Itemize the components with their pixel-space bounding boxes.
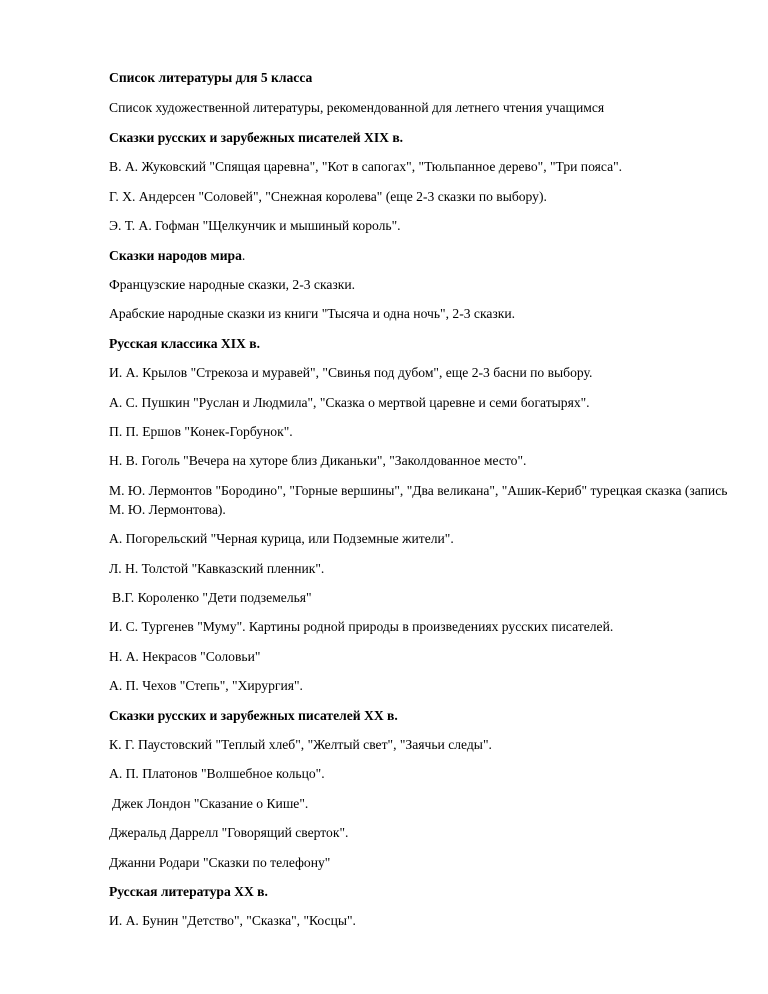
list-item: Л. Н. Толстой "Кавказский пленник". bbox=[109, 561, 325, 576]
section-heading: Сказки народов мира bbox=[109, 248, 242, 263]
list-item: И. А. Бунин "Детство", "Сказка", "Косцы". bbox=[109, 913, 356, 928]
list-item: М. Ю. Лермонтов "Бородино", "Горные вершины", "Два великана", "Ашик-Кериб" турецкая сказка (запись М. Ю. Лермонтова). bbox=[109, 483, 728, 517]
list-item: И. А. Крылов "Стрекоза и муравей", "Свинья под дубом", еще 2-3 басни по выбору. bbox=[109, 365, 593, 380]
list-item: Джек Лондон "Сказание о Кише". bbox=[112, 796, 309, 811]
list-item: Г. Х. Андерсен "Соловей", "Снежная королева" (еще 2-3 сказки по выбору). bbox=[109, 189, 547, 204]
section-heading-line bbox=[109, 246, 729, 265]
list-item: А. П. Платонов "Волшебное кольцо". bbox=[109, 766, 325, 781]
list-item: А. П. Чехов "Степь", "Хирургия". bbox=[109, 678, 303, 693]
list-item: Н. А. Некрасов "Соловьи" bbox=[109, 649, 261, 664]
list-item: Э. Т. А. Гофман "Щелкунчик и мышиный король". bbox=[109, 218, 401, 233]
list-item: В.Г. Короленко "Дети подземелья" bbox=[112, 590, 312, 605]
section-heading: Русская классика XIX в. bbox=[109, 336, 260, 351]
list-item: Джеральд Даррелл "Говорящий сверток". bbox=[109, 825, 349, 840]
list-item: Н. В. Гоголь "Вечера на хуторе близ Диканьки", "Заколдованное место". bbox=[109, 453, 527, 468]
list-item: И. С. Тургенев "Муму". Картины родной природы в произведениях русских писателей. bbox=[109, 619, 614, 634]
list-item: Джанни Родари "Сказки по телефону" bbox=[109, 855, 331, 870]
list-item: А. Погорельский "Черная курица, или Подземные жители". bbox=[109, 531, 454, 546]
list-item: Французские народные сказки, 2-3 сказки. bbox=[109, 277, 356, 292]
section-heading: Сказки русских и зарубежных писателей XIX в. bbox=[109, 130, 404, 145]
list-item: А. С. Пушкин "Руслан и Людмила", "Сказка о мертвой царевне и семи богатырях". bbox=[109, 395, 590, 410]
list-item: П. П. Ершов "Конек-Горбунок". bbox=[109, 424, 293, 439]
list-item: В. А. Жуковский "Спящая царевна", "Кот в сапогах", "Тюльпанное дерево", "Три пояса". bbox=[109, 159, 623, 174]
list-item: Арабские народные сказки из книги "Тысяча и одна ночь", 2-3 сказки. bbox=[109, 306, 516, 321]
section-heading: Сказки русских и зарубежных писателей XX в. bbox=[109, 708, 398, 723]
document-title: Список литературы для 5 класса bbox=[109, 70, 313, 85]
document-subtitle: Список художественной литературы, рекомендованной для летнего чтения учащимся bbox=[109, 100, 605, 115]
section-heading-suffix: . bbox=[241, 248, 246, 263]
list-item: К. Г. Паустовский "Теплый хлеб", "Желтый свет", "Заячьи следы". bbox=[109, 737, 492, 752]
section-heading: Русская литература XX в. bbox=[109, 884, 268, 899]
